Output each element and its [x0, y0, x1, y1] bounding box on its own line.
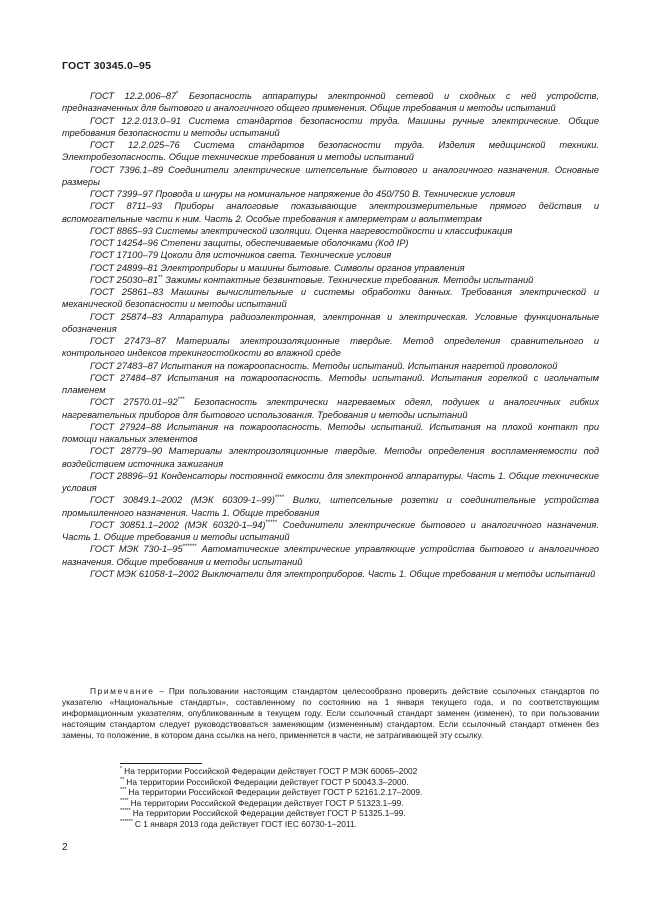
footnote-item: * На территории Российской Федерации действует ГОСТ Р МЭК 60065–2002 — [120, 766, 418, 776]
reference-item: ГОСТ 28779–90 Материалы электроизоляционные твердые. Методы определения воспламеняемости под воздействием источника зажигания — [62, 446, 599, 469]
reference-item: ГОСТ 30851.1–2002 (МЭК 60320-1–94)***** Соединители электрические бытового и аналогичного назначения. Часть 1. Общие требования и методы испытаний — [62, 519, 599, 542]
footnote-item: ** На территории Российской Федерации действует ГОСТ Р 50043.3–2000. — [120, 776, 409, 787]
reference-item: ГОСТ 14254–96 Степени защиты, обеспечиваемые оболочками (Код IP) — [90, 238, 409, 248]
reference-item: ГОСТ 12.2.013.0–91 Система стандартов безопасности труда. Машины ручные электрические. Общие требования безопасности и методы испытаний — [62, 115, 599, 138]
page-number: 2 — [62, 842, 68, 853]
reference-item: ГОСТ 27924–88 Испытания на пожароопасность. Методы испытаний. Испытания на плохой контакт при помощи накальных элементов — [62, 421, 599, 444]
reference-item: ГОСТ 7399–97 Провода и шнуры на номинальное напряжение до 450/750 В. Технические условия — [90, 189, 516, 199]
reference-item: ГОСТ 27484–87 Испытания на пожароопасность. Методы испытаний. Испытания горелкой с игольчатым пламенем — [62, 372, 599, 395]
reference-item: ГОСТ 12.2.006–87* Безопасность аппаратуры электронной сетевой и сходных с ней устройств, предназначенных для бытового и аналогичного общего применения. Общие требования и методы испытаний — [62, 91, 599, 114]
note-text: – При пользовании настоящим стандартом целесообразно проверить действие ссылочных стандартов по указателю «Национальные стандарты», составленному по состоянию на 1 января текущего года, и по соответствующим информационным указателям, опубликованным в текущем году. Если ссылочный стандарт заменен (изменен), то при пользовании настоящим стандартом следует руководствоваться заменяющим (измененным) стандартом. Если ссылочный стандарт отменен без замены, то положение, в котором дана ссылка на него, применяется в части, не затрагивающей эту ссылку. — [62, 686, 599, 741]
reference-item: ГОСТ 24899–81 Электроприборы и машины бытовые. Символы органов управления — [90, 262, 465, 273]
reference-item: ГОСТ 27473–87 Материалы электроизоляционные твердые. Метод определения сравнительного и контрольного индексов трекингостойкости во влажной среде — [62, 336, 599, 359]
note-block — [62, 686, 599, 741]
reference-item: ГОСТ 17100–79 Цоколи для источников света. Технические условия — [90, 250, 392, 261]
reference-item: ГОСТ МЭК 61058-1–2002 Выключатели для электроприборов. Часть 1. Общие требования и методы испытаний — [90, 568, 596, 579]
reference-item: ГОСТ 27483–87 Испытания на пожароопасность. Методы испытаний. Испытания нагретой проволокой — [90, 360, 558, 371]
footnotes — [120, 766, 590, 830]
reference-item: ГОСТ 12.2.025–76 Система стандартов безопасности труда. Изделия медицинской техники. Электробезопасность. Общие технические требования и методы испытаний — [62, 140, 599, 163]
reference-item: ГОСТ МЭК 730-1–95****** Автоматические электрические управляющие устройства бытового и аналогичного назначения. Общие требования и методы испытаний — [62, 544, 600, 567]
footnote-item: *** На территории Российской Федерации действует ГОСТ Р 52161.2.17–2009. — [120, 787, 423, 798]
reference-item: ГОСТ 8865–93 Системы электрической изоляции. Оценка нагревостойкости и классификация — [90, 225, 513, 236]
footnote-divider — [120, 763, 202, 764]
footnote-item: **** На территории Российской Федерации действует ГОСТ Р 51323.1–99. — [120, 797, 404, 808]
reference-item: ГОСТ 7396.1–89 Соединители электрические штепсельные бытового и аналогичного назначения. Основные размеры — [62, 164, 599, 187]
reference-item: ГОСТ 25030–81** Зажимы контактные безвинтовые. Технические требования. Методы испытаний — [90, 274, 534, 285]
reference-item: ГОСТ 25874–83 Аппаратура радиоэлектронная, электронная и электрическая. Условные функциональные обозначения — [62, 311, 599, 334]
document-header — [62, 60, 151, 72]
reference-item: ГОСТ 30849.1–2002 (МЭК 60309-1–99)**** Вилки, штепсельные розетки и соединительные устройства промышленного назначения. Часть 1. Общие требования — [62, 495, 599, 518]
reference-item: ГОСТ 25861–83 Машины вычислительные и системы обработки данных. Требования электрической и механической безопасности и методы испытаний — [62, 287, 599, 310]
note-label: Примечание — [90, 686, 155, 696]
reference-item: ГОСТ 28896–91 Конденсаторы постоянной емкости для электронной аппаратуры. Часть 1. Общие технические условия — [62, 470, 599, 493]
footnote-item: ****** С 1 января 2013 года действует ГОСТ IEC 60730-1–2011. — [120, 818, 357, 829]
footnote-item: ***** На территории Российской Федерации действует ГОСТ Р 51325.1–99. — [120, 808, 406, 819]
standard-title: ГОСТ 30345.0–95 — [62, 60, 152, 72]
normative-references — [62, 90, 599, 580]
reference-item: ГОСТ 27570.01–92*** Безопасность электрически нагреваемых одеял, подушек и аналогичных гибких нагревательных приборов для бытового использования. Требования и методы испытаний — [62, 397, 600, 420]
reference-item: ГОСТ 8711–93 Приборы аналоговые показывающие электроизмерительные прямого действия и вспомогательные части к ним. Часть 2. Особые требования к амперметрам и вольтметрам — [62, 201, 599, 224]
